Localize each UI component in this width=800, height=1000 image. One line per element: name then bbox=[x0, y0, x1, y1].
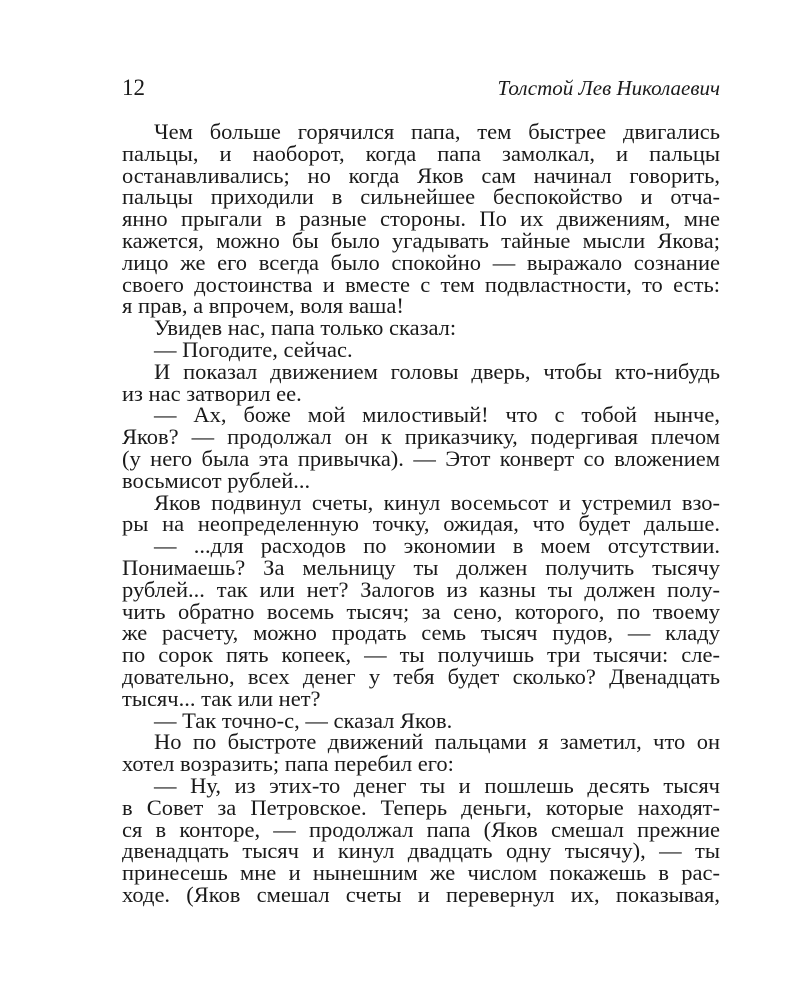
text-line: Яков? — продолжал он к приказчику, подергивая плечом bbox=[122, 424, 720, 450]
text-line: ходе. (Яков смешал счеты и перевернул их, показывая, bbox=[122, 881, 720, 907]
text-line: же расчету, можно продать семь тысяч пудов, — кладу bbox=[122, 620, 720, 646]
text-line: из нас затворил ее. bbox=[122, 380, 302, 406]
text-line: рублей... так или нет? Залогов из казны ты должен полу- bbox=[122, 576, 720, 602]
text-line: тысяч... так или нет? bbox=[122, 685, 321, 711]
text-line: — Погодите, сейчас. bbox=[154, 336, 353, 362]
text-line: Понимаешь? За мельницу ты должен получить тысячу bbox=[122, 554, 720, 580]
text-line: янно прыгали в разные стороны. По их движениям, мне bbox=[122, 206, 720, 232]
book-page bbox=[122, 0, 722, 1000]
text-line: — Так точно-с, — сказал Яков. bbox=[154, 707, 453, 733]
text-line: — ...для расходов по экономии в моем отсутствии. bbox=[154, 533, 720, 559]
text-line: довательно, всех денег у тебя будет сколько? Двенадцать bbox=[122, 663, 720, 689]
text-line: чить обратно восемь тысяч; за сено, которого, по твоему bbox=[122, 598, 720, 624]
page-header bbox=[122, 74, 720, 104]
text-line: останавливались; но когда Яков сам начинал говорить, bbox=[122, 162, 720, 188]
running-title: Толстой Лев Николаевич bbox=[497, 76, 720, 100]
text-line: И показал движением головы дверь, чтобы кто-нибудь bbox=[154, 358, 720, 384]
body-text bbox=[122, 121, 720, 906]
text-line: Чем больше горячился папа, тем быстрее двигались bbox=[154, 119, 720, 144]
text-line: Яков подвинул счеты, кинул восемьсот и устремил взо- bbox=[154, 489, 720, 515]
text-line: — Ну, из этих-то денег ты и пошлешь десять тысяч bbox=[154, 772, 720, 798]
text-line: ся в конторе, — продолжал папа (Яков смешал прежние bbox=[122, 816, 720, 842]
text-line: Но по быстроте движений пальцами я заметил, что он bbox=[154, 729, 720, 755]
text-line: пальцы, и наоборот, когда папа замолкал, и пальцы bbox=[122, 140, 720, 166]
text-line: я прав, а впрочем, воля ваша! bbox=[122, 293, 404, 319]
text-line: принесешь мне и нынешним же числом покажешь в рас- bbox=[122, 860, 720, 886]
text-line: ры на неопределенную точку, ожидая, что будет дальше. bbox=[122, 511, 720, 537]
text-line: лицо же его всегда было спокойно — выражало сознание bbox=[122, 249, 720, 275]
text-line: (у него была эта привычка). — Этот конверт со вложением bbox=[122, 445, 720, 471]
text-line: кажется, можно бы было угадывать тайные мысли Якова; bbox=[122, 227, 720, 253]
page-number: 12 bbox=[122, 75, 145, 100]
text-line: своего достоинства и вместе с тем подвластности, то есть: bbox=[122, 271, 720, 297]
text-line: пальцы приходили в сильнейшее беспокойство и отча- bbox=[122, 184, 720, 210]
text-line: Увидев нас, папа только сказал: bbox=[154, 315, 457, 341]
text-line: в Совет за Петровское. Теперь деньги, которые находят- bbox=[122, 794, 720, 820]
text-line: — Ах, боже мой милостивый! что с тобой нынче, bbox=[154, 402, 720, 428]
text-line: по сорок пять копеек, — ты получишь три тысячи: сле- bbox=[122, 642, 720, 668]
text-line: восьмисот рублей... bbox=[122, 467, 311, 493]
text-line: хотел возразить; папа перебил его: bbox=[122, 751, 454, 777]
text-line: двенадцать тысяч и кинул двадцать одну тысячу), — ты bbox=[122, 838, 720, 864]
